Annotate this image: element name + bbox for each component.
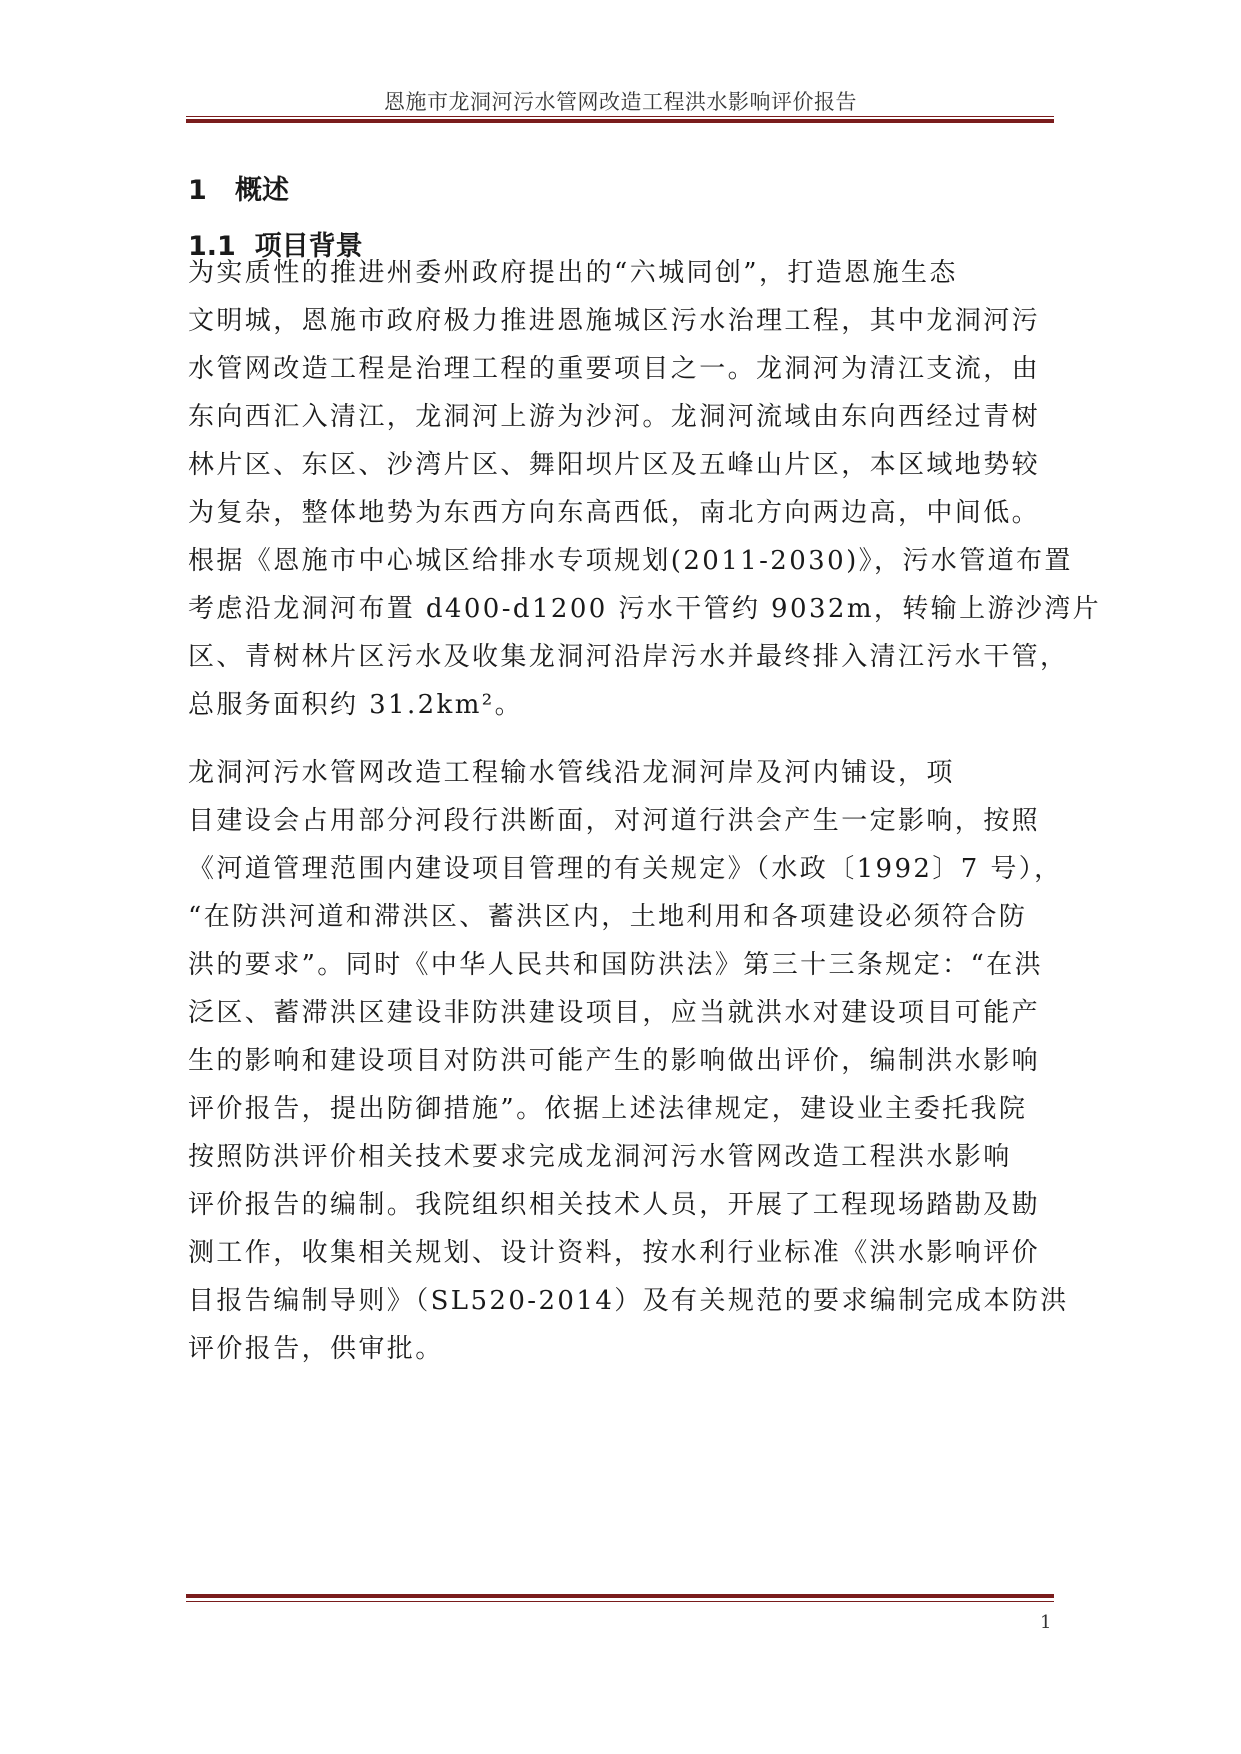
paragraph-line: 考虑沿龙洞河布置 d400-d1200 污水干管约 9032m，转输上游沙湾片	[188, 594, 1102, 624]
paragraph-line: 龙洞河污水管网改造工程输水管线沿龙洞河岸及河内铺设，项	[188, 758, 955, 788]
paragraph-line: 水管网改造工程是治理工程的重要项目之一。龙洞河为清江支流，由	[188, 354, 1041, 384]
paragraph-line: 文明城，恩施市政府极力推进恩施城区污水治理工程，其中龙洞河污	[188, 306, 1041, 336]
paragraph-line: 生的影响和建设项目对防洪可能产生的影响做出评价，编制洪水影响	[188, 1046, 1041, 1076]
chapter-heading: 1 概述	[188, 175, 289, 206]
footer-rule-thin	[186, 1601, 1054, 1602]
footer-rule-thick	[186, 1594, 1054, 1598]
paragraph-line: 目报告编制导则》（SL520-2014）及有关规范的要求编制完成本防洪	[188, 1286, 1069, 1316]
paragraph-line: 测工作，收集相关规划、设计资料，按水利行业标准《洪水影响评价	[188, 1238, 1041, 1268]
page-number: 1	[1040, 1612, 1052, 1633]
paragraph-line: 洪的要求”。同时《中华人民共和国防洪法》第三十三条规定：“在洪	[188, 950, 1043, 980]
header-rule-thin	[186, 116, 1054, 117]
paragraph-line: 根据《恩施市中心城区给排水专项规划(2011-2030)》，污水管道布置	[188, 546, 1073, 576]
paragraph-line: 东向西汇入清江，龙洞河上游为沙河。龙洞河流域由东向西经过青树	[188, 402, 1041, 432]
paragraph-line: 目建设会占用部分河段行洪断面，对河道行洪会产生一定影响，按照	[188, 806, 1041, 836]
paragraph-line: 为实质性的推进州委州政府提出的“六城同创”，打造恩施生态	[188, 258, 958, 288]
paragraph-line: 评价报告的编制。我院组织相关技术人员，开展了工程现场踏勘及勘	[188, 1190, 1041, 1220]
paragraph-line: 《河道管理范围内建设项目管理的有关规定》（水政〔1992〕7 号），	[188, 854, 1063, 884]
paragraph-line: “在防洪河道和滞洪区、蓄洪区内，土地利用和各项建设必须符合防	[188, 902, 1028, 932]
header-title: 恩施市龙洞河污水管网改造工程洪水影响评价报告	[384, 90, 857, 114]
paragraph-line: 林片区、东区、沙湾片区、舞阳坝片区及五峰山片区，本区域地势较	[188, 450, 1041, 480]
paragraph-line: 为复杂，整体地势为东西方向东高西低，南北方向两边高，中间低。	[188, 498, 1041, 528]
paragraph-line: 评价报告，提出防御措施”。依据上述法律规定，建设业主委托我院	[188, 1094, 1028, 1124]
paragraph-line: 区、青树林片区污水及收集龙洞河沿岸污水并最终排入清江污水干管，	[188, 642, 1069, 672]
paragraph-line: 按照防洪评价相关技术要求完成龙洞河污水管网改造工程洪水影响	[188, 1142, 1012, 1172]
paragraph-line: 总服务面积约 31.2km²。	[188, 690, 523, 720]
paragraph-line: 泛区、蓄滞洪区建设非防洪建设项目，应当就洪水对建设项目可能产	[188, 998, 1041, 1028]
header-rule-thick	[186, 119, 1054, 123]
paragraph-line: 评价报告，供审批。	[188, 1334, 444, 1364]
section-heading: 1.1 项目背景	[188, 231, 363, 262]
